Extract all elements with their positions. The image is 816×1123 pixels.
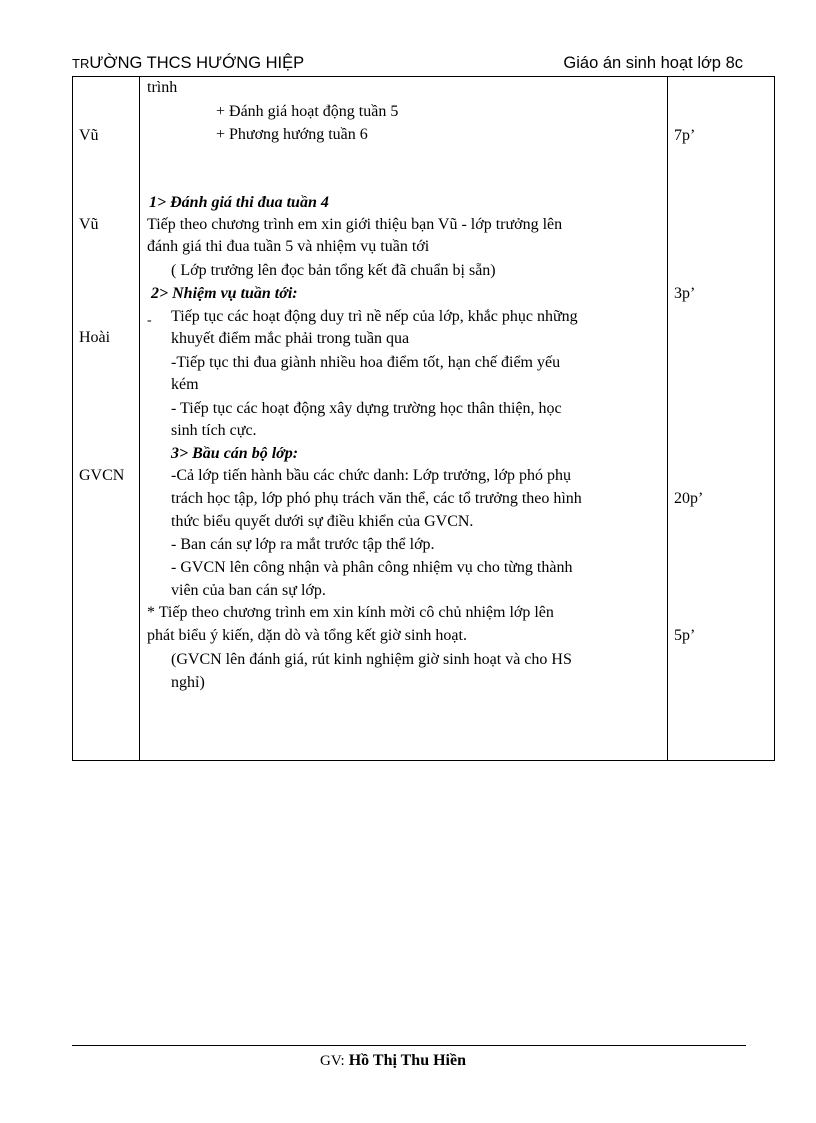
- teacher-name: Hồ Thị Thu Hiền: [348, 1052, 466, 1069]
- presenter-cell: Hoài: [79, 329, 111, 346]
- section-heading: 1> Đánh giá thi đua tuần 4: [149, 194, 329, 211]
- footer-rule: [72, 1045, 746, 1046]
- content-line: - Tiếp tục các hoạt động xây dựng trường học thân thiện, học: [171, 400, 562, 417]
- school-name-rest: ƯỜNG THCS HƯỚNG HIỆP: [89, 54, 305, 72]
- content-line: trình: [147, 79, 178, 96]
- content-line: -Cả lớp tiến hành bầu các chức danh: Lớp trưởng, lớp phó phụ: [171, 467, 571, 484]
- column-divider-presenter: [139, 77, 140, 760]
- presenter-cell: Vũ: [79, 127, 99, 144]
- time-cell: 5p’: [674, 627, 696, 644]
- content-note: ( Lớp trưởng lên đọc bản tổng kết đã chuẩn bị sẵn): [171, 262, 496, 279]
- school-name-prefix: TR: [72, 56, 90, 71]
- content-line: viên của ban cán sự lớp.: [171, 582, 326, 599]
- time-cell: 20p’: [674, 490, 704, 507]
- content-line: -Tiếp tục thi đua giành nhiều hoa điểm tốt, hạn chế điểm yếu: [171, 354, 561, 371]
- time-cell: 3p’: [674, 285, 696, 302]
- presenter-cell: GVCN: [79, 467, 125, 484]
- content-line: phát biểu ý kiến, dặn dò và tổng kết giờ sinh hoạt.: [147, 627, 467, 644]
- content-line: sinh tích cực.: [171, 422, 257, 439]
- content-line: Tiếp tục các hoạt động duy trì nề nếp của lớp, khắc phục những: [171, 308, 578, 325]
- content-line: kém: [171, 376, 199, 393]
- bullet-dash: -: [147, 313, 152, 328]
- content-line: trách học tập, lớp phó phụ trách văn thể, các tổ trưởng theo hình: [171, 490, 582, 507]
- content-line: Tiếp theo chương trình em xin giới thiệu bạn Vũ - lớp trưởng lên: [147, 216, 563, 233]
- content-line: * Tiếp theo chương trình em xin kính mời cô chủ nhiệm lớp lên: [147, 604, 554, 621]
- page-header: [72, 54, 746, 76]
- content-line: thức biểu quyết dưới sự điều khiển của GVCN.: [171, 513, 474, 530]
- content-note: nghỉ): [171, 674, 205, 691]
- content-line: - Ban cán sự lớp ra mắt trước tập thể lớp.: [171, 536, 435, 553]
- content-line: khuyết điểm mắc phải trong tuần qua: [171, 330, 410, 347]
- content-line: đánh giá thi đua tuần 5 và nhiệm vụ tuần tới: [147, 238, 430, 255]
- school-name: [72, 54, 304, 73]
- footer-label: GV:: [320, 1053, 345, 1069]
- column-divider-time: [667, 77, 668, 760]
- lesson-table: [72, 76, 775, 761]
- content-note: (GVCN lên đánh giá, rút kinh nghiệm giờ sinh hoạt và cho HS: [171, 651, 572, 668]
- section-heading: 3> Bầu cán bộ lớp:: [171, 445, 299, 462]
- content-line: - GVCN lên công nhận và phân công nhiệm vụ cho từng thành: [171, 559, 573, 576]
- presenter-cell: Vũ: [79, 216, 99, 233]
- time-cell: 7p’: [674, 127, 696, 144]
- document-title: Giáo án sinh hoạt lớp 8c: [563, 54, 743, 72]
- agenda-item: + Đánh giá hoạt động tuần 5: [216, 103, 399, 120]
- agenda-item: + Phương hướng tuần 6: [216, 126, 368, 143]
- page-footer: [320, 1052, 466, 1070]
- section-heading: 2> Nhiệm vụ tuần tới:: [151, 285, 298, 302]
